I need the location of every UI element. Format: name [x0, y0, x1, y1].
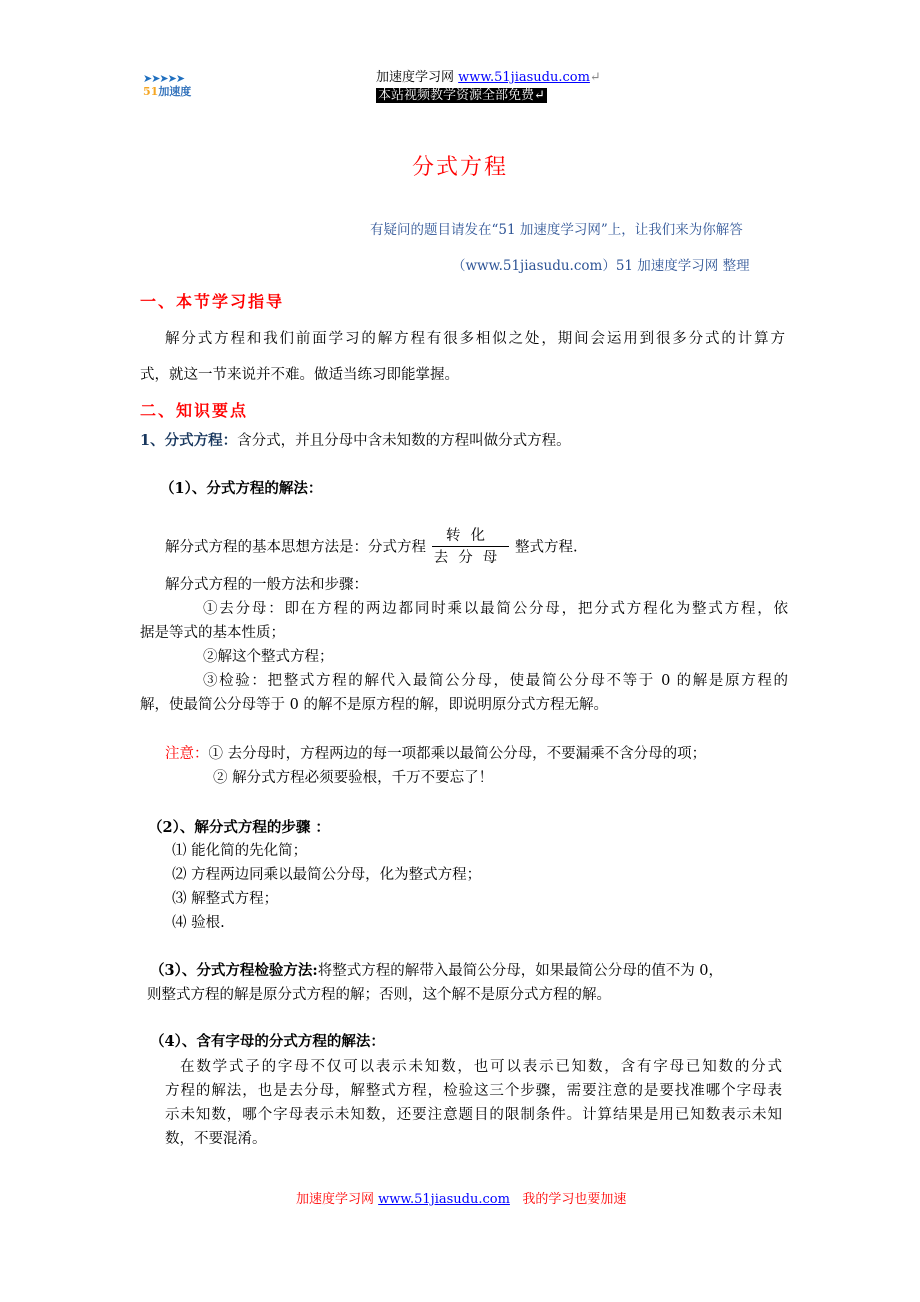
page-title: 分式方程: [411, 155, 508, 180]
return-mark: ↵: [534, 88, 545, 103]
sub1-heading: （1）、分式方程的解法：: [160, 480, 323, 497]
sub4-line: 数，不要混淆。: [165, 1131, 267, 1147]
footer-site-name: 加速度学习网: [296, 1192, 375, 1207]
sub4-line: 在数学式子的字母不仅可以表示未知数，也可以表示已知数，含有字母已知数的分式: [180, 1059, 782, 1075]
footer-slogan: 我的学习也要加速: [522, 1192, 627, 1207]
section1-para-line1: 解分式方程和我们前面学习的解方程有很多相似之处，期间会运用到很多分式的计算方: [165, 331, 785, 347]
step3-line1: ③检验：把整式方程的解代入最简公分母，使最简公分母不等于 0 的解是原方程的: [203, 673, 788, 689]
sub2-item: ⑶ 解整式方程；: [172, 891, 279, 907]
definition-label: 1、分式方程：: [140, 432, 238, 449]
arrow-bottom-label: 去分母: [433, 550, 508, 566]
note2: ② 解分式方程必须要验根，千万不要忘了！: [213, 770, 494, 786]
idea-line: [165, 526, 578, 569]
note-label: 注意：: [165, 746, 209, 762]
header-site-name: 加速度学习网: [376, 70, 455, 85]
section2-heading: 二、知识要点: [140, 401, 249, 420]
banner-text: 本站视频教学资源全部免费: [378, 88, 535, 103]
header-line: [376, 68, 601, 88]
definition-text: 含分式，并且分母中含未知数的方程叫做分式方程。: [237, 433, 571, 449]
footer: [296, 1190, 626, 1210]
sub3-heading: （3）、分式方程检验方法:: [150, 962, 318, 979]
note1-text: ① 去分母时，方程两边的每一项都乘以最简公分母，不要漏乘不含分母的项；: [208, 746, 707, 762]
sub2-item: ⑴ 能化简的先化简；: [172, 843, 308, 859]
definition: [140, 431, 571, 451]
sub3-line2: 则整式方程的解是原分式方程的解；否则，这个解不是原分式方程的解。: [147, 987, 611, 1003]
sub4-line: 方程的解法，也是去分母，解整式方程，检验这三个步骤，需要注意的是要找准哪个字母表: [165, 1083, 782, 1099]
idea-prefix: 解分式方程的基本思想方法是：分式方程: [165, 539, 426, 556]
sub2-item: ⑷ 验根.: [172, 915, 225, 931]
sub4-heading: （4）、含有字母的分式方程的解法：: [150, 1033, 385, 1050]
site-logo[interactable]: [143, 73, 207, 103]
header-site-link[interactable]: www.51jiasudu.com: [458, 70, 590, 85]
section1-heading: 一、本节学习指导: [140, 292, 285, 311]
step3-line2: 解，使最简公分母等于 0 的解不是原方程的解，即说明原分式方程无解。: [140, 697, 608, 713]
note1: [165, 744, 706, 764]
arrows-icon: ➤➤➤➤➤: [143, 72, 185, 85]
subtitle-line2: （www.51jiasudu.com）51 加速度学习网 整理: [452, 258, 750, 274]
subtitle-line1: 有疑问的题目请发在“51 加速度学习网”上，让我们来为你解答: [370, 222, 743, 238]
step1-line1: ①去分母：即在方程的两边都同时乘以最简公分母，把分式方程化为整式方程，依: [203, 601, 788, 617]
steps-intro: 解分式方程的一般方法和步骤：: [165, 577, 368, 593]
sub3-text: 将整式方程的解带入最简公分母，如果最简公分母的值不为 0，: [317, 963, 724, 979]
return-mark: ↵: [589, 70, 601, 85]
sub2-heading: （2）、解分式方程的步骤 ：: [148, 819, 330, 836]
logo-text: 51加速度: [143, 85, 192, 98]
arrow-top-label: 转化: [432, 526, 509, 547]
step1-line2: 据是等式的基本性质；: [140, 625, 285, 641]
section1-para-line2: 式，就这一节来说并不难。做适当练习即能掌握。: [140, 367, 459, 383]
sub2-item: ⑵ 方程两边同乘以最简公分母，化为整式方程；: [172, 867, 482, 883]
step2: ②解这个整式方程；: [203, 649, 334, 665]
footer-site-link[interactable]: www.51jiasudu.com: [378, 1192, 510, 1207]
sub3-line1: [150, 961, 723, 981]
idea-suffix: 整式方程.: [515, 539, 578, 556]
sub4-line: 示未知数，哪个字母表示未知数，还要注意题目的限制条件。计算结果是用已知数表示未知: [165, 1107, 782, 1123]
transform-arrow: [432, 526, 509, 569]
header-banner: [376, 86, 547, 106]
